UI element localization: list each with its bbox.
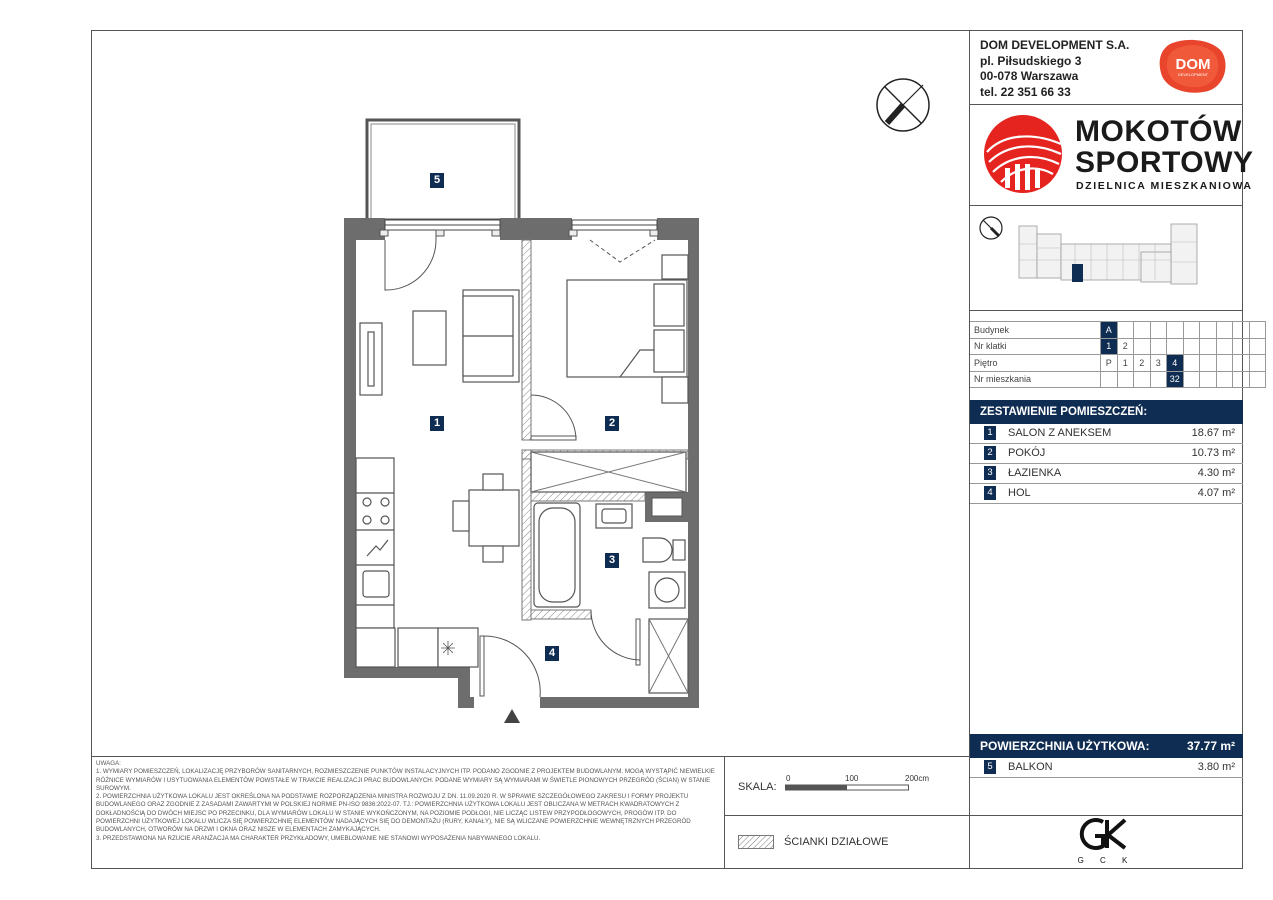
location-cell <box>1249 322 1266 339</box>
dom-development-logo <box>1158 38 1228 94</box>
wardrobe <box>531 452 686 492</box>
location-cell <box>1150 371 1167 388</box>
location-cell <box>1167 322 1184 339</box>
room-row <box>970 484 1243 504</box>
location-cell <box>1200 338 1217 355</box>
room-name: SALON Z ANEKSEM <box>1008 427 1112 439</box>
rooms-list <box>970 424 1243 504</box>
location-cell <box>1134 338 1151 355</box>
location-label: Nr mieszkania <box>970 371 1101 388</box>
location-cell <box>1233 371 1250 388</box>
location-cell <box>1134 371 1151 388</box>
north-compass-icon <box>873 77 933 133</box>
room-door <box>531 395 576 440</box>
location-cell <box>1183 322 1200 339</box>
company-name: DOM DEVELOPMENT S.A. <box>980 38 1130 52</box>
usable-area-bar <box>970 734 1243 758</box>
location-cell <box>1183 371 1200 388</box>
project-subtitle: DZIELNICA MIESZKANIOWA <box>1076 180 1253 192</box>
scale-bar <box>785 784 910 792</box>
gck-logo <box>1075 816 1137 866</box>
location-cell <box>1249 338 1266 355</box>
storage <box>649 619 688 693</box>
partition-wall-legend-icon <box>738 835 774 849</box>
location-cell <box>1167 338 1184 355</box>
key-plan <box>975 212 1237 304</box>
legend-label: ŚCIANKI DZIAŁOWE <box>784 836 889 848</box>
bathroom-door <box>591 610 640 665</box>
notes-title: UWAGA: <box>96 760 121 767</box>
key-plan-selected-unit <box>1072 264 1083 282</box>
room-name: ŁAZIENKA <box>1008 467 1062 479</box>
location-label: Nr klatki <box>970 338 1101 355</box>
sofa <box>463 290 519 382</box>
balcony-area: 3.80 m² <box>1197 761 1235 773</box>
location-cell: 2 <box>1134 355 1151 372</box>
location-cell <box>1249 371 1266 388</box>
usable-area-value: 37.77 m² <box>1186 739 1235 753</box>
sidebar-line-2 <box>969 205 1243 206</box>
location-cell <box>1233 322 1250 339</box>
rooms-header: ZESTAWIENIE POMIESZCZEŃ: <box>970 400 1243 424</box>
room-name: HOL <box>1008 487 1031 499</box>
room-row <box>970 464 1243 484</box>
scale-legend-divider <box>724 815 969 816</box>
location-cell <box>1216 355 1233 372</box>
location-row <box>970 355 1266 372</box>
plan-label-balcony: 5 <box>430 173 444 188</box>
location-cell <box>1200 371 1217 388</box>
scale-label: SKALA: <box>738 781 777 793</box>
window-opening <box>590 240 655 262</box>
usable-area-label: POWIERZCHNIA UŻYTKOWA: <box>980 739 1150 753</box>
key-plan-compass-icon <box>980 217 1002 239</box>
tv-unit <box>360 323 382 395</box>
plan-label-living-room: 1 <box>430 416 444 431</box>
dom-logo-text: DOM <box>1175 56 1211 73</box>
room-area: 4.30 m² <box>1197 467 1235 479</box>
location-row <box>970 338 1266 355</box>
bed <box>567 255 688 403</box>
room-area: 18.67 m² <box>1191 427 1235 439</box>
location-cell <box>1216 322 1233 339</box>
location-cell <box>1233 355 1250 372</box>
company-street: pl. Piłsudskiego 3 <box>980 53 1082 68</box>
company-city: 00-078 Warszawa <box>980 69 1079 83</box>
dom-logo-subtext: DEVELOPMENT <box>1177 72 1209 77</box>
location-row <box>970 322 1266 339</box>
dining-table <box>453 474 519 562</box>
room-area: 4.07 m² <box>1197 487 1235 499</box>
entry-door <box>385 230 436 290</box>
balcony <box>367 120 519 220</box>
coffee-table <box>413 311 446 365</box>
location-cell <box>1200 355 1217 372</box>
location-table <box>970 321 1266 388</box>
scale-tick: 200cm <box>905 774 930 783</box>
location-cell <box>1150 322 1167 339</box>
scale-tick: 100 <box>845 774 859 783</box>
company-info <box>980 38 1129 100</box>
location-cell <box>1249 355 1266 372</box>
location-cell <box>1134 322 1151 339</box>
project-title-line2: SPORTOWY <box>1075 146 1254 179</box>
notes <box>96 760 716 843</box>
balcony-row <box>970 758 1243 778</box>
room-number: 2 <box>984 446 996 460</box>
scale-tick: 0 <box>786 774 791 783</box>
location-cell <box>1183 338 1200 355</box>
floor-plan <box>340 115 710 730</box>
notes-scale-divider <box>724 756 725 869</box>
company-phone: tel. 22 351 66 33 <box>980 84 1071 99</box>
plan-label-bathroom: 3 <box>605 553 619 568</box>
room-number: 3 <box>984 466 996 480</box>
location-cell: P <box>1101 355 1118 372</box>
project-title <box>1075 116 1253 178</box>
location-cell <box>1150 338 1167 355</box>
location-cell <box>1216 371 1233 388</box>
sidebar-line-3 <box>969 310 1243 311</box>
room-row <box>970 444 1243 464</box>
balcony-name: BALKON <box>1008 761 1053 773</box>
note-item: 2. POWIERZCHNIA UŻYTKOWA LOKALU JEST OKREŚLONA NA PODSTAWIE ROZPORZĄDZENIA MINISTRA ROZWOJU Z DN. 11.09.2020 R. W SPRAWIE SZCZEGÓŁOWEGO ZAKRESU I FORMY PROJEKTU BUDOWLANEGO ORAZ ZGODNIE Z ZASADAMI ZAWARTYMI W POLSKIEJ NORMIE PN-ISO 9836:2022-07. TJ.: POWIERZCHNIA UŻYTKOWA LOKALU JEST OBLICZANA W METRACH KWADRATOWYCH Z DOKŁADNOŚCIĄ DO DWÓCH MIEJSC PO PRZECINKU, DLA WYMIARÓW LOKALU W STANIE WYKOŃCZONYM, NA POZIOMIE PODŁOGI, NIE LICZĄC LISTEW PRZYPODŁOGOWYCH, PROGÓW ITP. DO POWIERZCHNI UŻYTKOWEJ LOKALU WLICZA SIĘ POWIERZCHNIĘ ELEMENTÓW NADAJĄCYCH SIĘ DO DEMONTAŻU (RURY, KANAŁY), NIE SĄ WLICZANE POWIERZCHNIE WEWNĘTRZNYCH PRZEGRÓD BUDOWLANYCH, OTWORÓW NA DRZWI I OKNA ORAZ NISZE W ELEMENTACH ZAMYKAJĄCYCH. <box>96 793 691 834</box>
location-cell <box>1183 355 1200 372</box>
room-name: POKÓJ <box>1008 447 1046 459</box>
room-number: 4 <box>984 486 996 500</box>
location-cell <box>1233 338 1250 355</box>
location-label: Piętro <box>970 355 1101 372</box>
note-item: 3. PRZEDSTAWIONA NA RZUCIE ARANŻACJA MA CHARAKTER PRZYKŁADOWY, UMEBLOWANIE NIE STANOWI WYPOSAŻENIA NABYWANEGO LOKALU. <box>96 834 541 842</box>
plan-label-hall: 4 <box>545 646 559 661</box>
sidebar-line-1 <box>969 104 1243 105</box>
room-area: 10.73 m² <box>1191 447 1235 459</box>
location-cell <box>1117 322 1134 339</box>
location-label: Budynek <box>970 322 1101 339</box>
location-cell <box>1101 371 1118 388</box>
location-cell: 1 <box>1117 355 1134 372</box>
location-row <box>970 371 1266 388</box>
note-item: 1. WYMIARY POMIESZCZEŃ, LOKALIZACJĘ PRZYBORÓW SANITARNYCH, ROZMIESZCZENIE PUNKTÓW INSTALACYJNYCH ITP. PODANO ZGODNIE Z PROJEKTEM BUDOWLANYM. MOGĄ WYSTĄPIĆ NIEWIELKIE RÓŻNICE WYMIARÓW I USYTUOWANIA ELEMENTÓW POWSTAŁE W TRAKCIE REALIZACJI PRAC BUDOWLANYCH. PODANE WYMIARY SĄ WYMIARAMI W ŚWIETLE PIONOWYCH PRZEGRÓD (ŚCIAN) W STANIE SUROWYM. <box>96 768 715 792</box>
location-cell <box>1200 322 1217 339</box>
location-cell: 4 <box>1167 355 1184 372</box>
location-cell: 3 <box>1150 355 1167 372</box>
kitchen <box>356 458 478 667</box>
balcony-list <box>970 758 1243 778</box>
project-title-line1: MOKOTÓW <box>1075 115 1242 148</box>
location-cell: 1 <box>1101 338 1118 355</box>
plan-label-bedroom: 2 <box>605 416 619 431</box>
gck-letters: G C K <box>1077 856 1135 865</box>
location-cell: A <box>1101 322 1118 339</box>
entrance-arrow-icon <box>504 709 520 723</box>
room-number: 1 <box>984 426 996 440</box>
location-cell: 2 <box>1117 338 1134 355</box>
balcony-number: 5 <box>984 760 996 774</box>
room-row <box>970 424 1243 444</box>
location-cell <box>1216 338 1233 355</box>
mokotow-sportowy-logo-icon <box>983 114 1063 194</box>
front-door <box>480 636 540 697</box>
location-cell: 32 <box>1167 371 1184 388</box>
location-cell <box>1117 371 1134 388</box>
